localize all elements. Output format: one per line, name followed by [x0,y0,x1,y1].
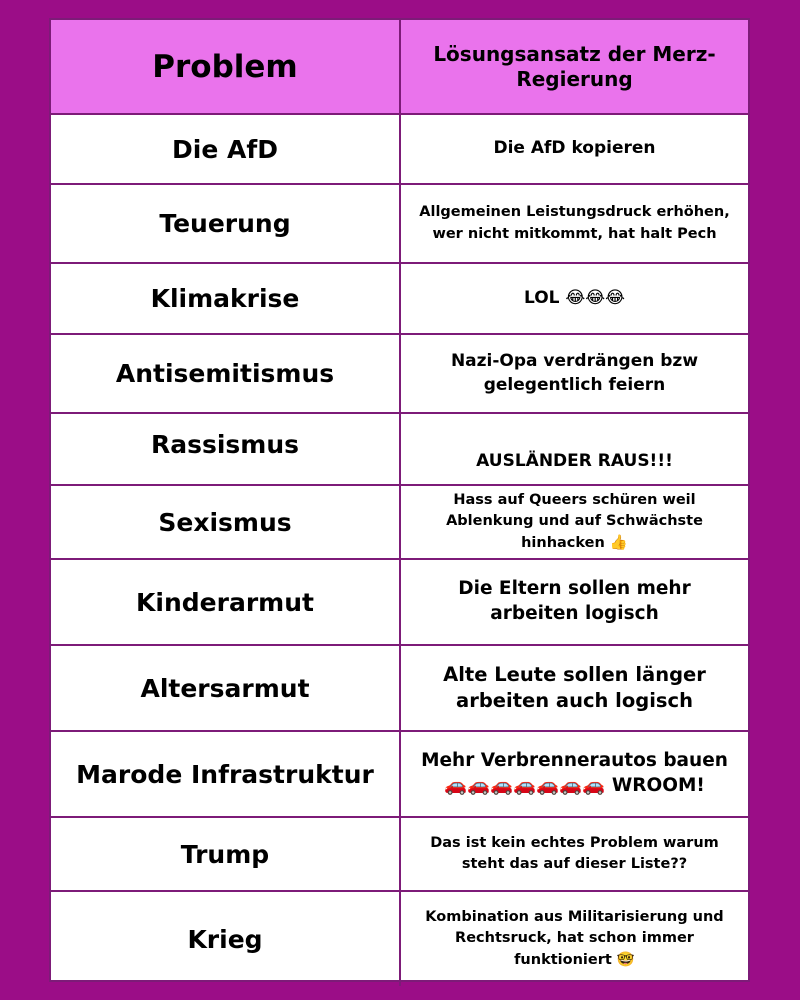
table-row [51,115,748,185]
table-row [51,414,748,486]
solution-cell: LOL 😂😂😂 [523,287,626,308]
table-row [51,335,748,414]
solution-cell: Das ist kein echtes Problem warum steht das auf dieser Liste?? [430,834,719,872]
problem-cell: Teuerung [51,185,401,262]
table-row [51,818,748,892]
table-row [51,264,748,335]
header-solution: Lösungsansatz der Merz-Regierung [433,41,716,91]
problem-cell: Marode Infrastruktur [51,732,401,816]
problem-cell: Klimakrise [51,264,401,333]
comparison-table [49,18,750,982]
problem-cell: Krieg [51,892,401,986]
table-header-row [51,20,748,115]
solution-cell: Die AfD kopieren [493,138,656,159]
table-row [51,732,748,818]
table-row [51,892,748,986]
solution-cell: Alte Leute sollen länger arbeiten auch logisch [443,662,706,712]
solution-cell: Allgemeinen Leistungsdruck erhöhen, wer nicht mitkommt, hat halt Pech [419,204,730,242]
table-row [51,185,748,264]
problem-cell: Sexismus [51,486,401,558]
table-row [51,486,748,560]
header-problem: Problem [51,20,401,113]
table-row [51,560,748,646]
solution-cell: AUSLÄNDER RAUS!!! [476,451,673,472]
solution-cell: Kombination aus Militarisierung und Rechtsruck, hat schon immer funktioniert 🤓 [425,909,724,968]
problem-cell: Altersarmut [51,646,401,730]
solution-cell: Mehr Verbrennerautos bauen 🚗🚗🚗🚗🚗🚗🚗 WROOM! [421,750,728,796]
problem-cell: Die AfD [51,115,401,183]
problem-cell: Antisemitismus [51,335,401,412]
problem-cell: Kinderarmut [51,560,401,644]
solution-cell: Nazi-Opa verdrängen bzw gelegentlich feiern [450,350,699,395]
problem-cell: Rassismus [51,414,401,484]
solution-cell: Die Eltern sollen mehr arbeiten logisch [458,578,691,624]
problem-cell: Trump [51,818,401,890]
solution-cell: Hass auf Queers schüren weil Ablenkung und auf Schwächste hinhacken 👍 [446,492,703,551]
table-row [51,646,748,732]
